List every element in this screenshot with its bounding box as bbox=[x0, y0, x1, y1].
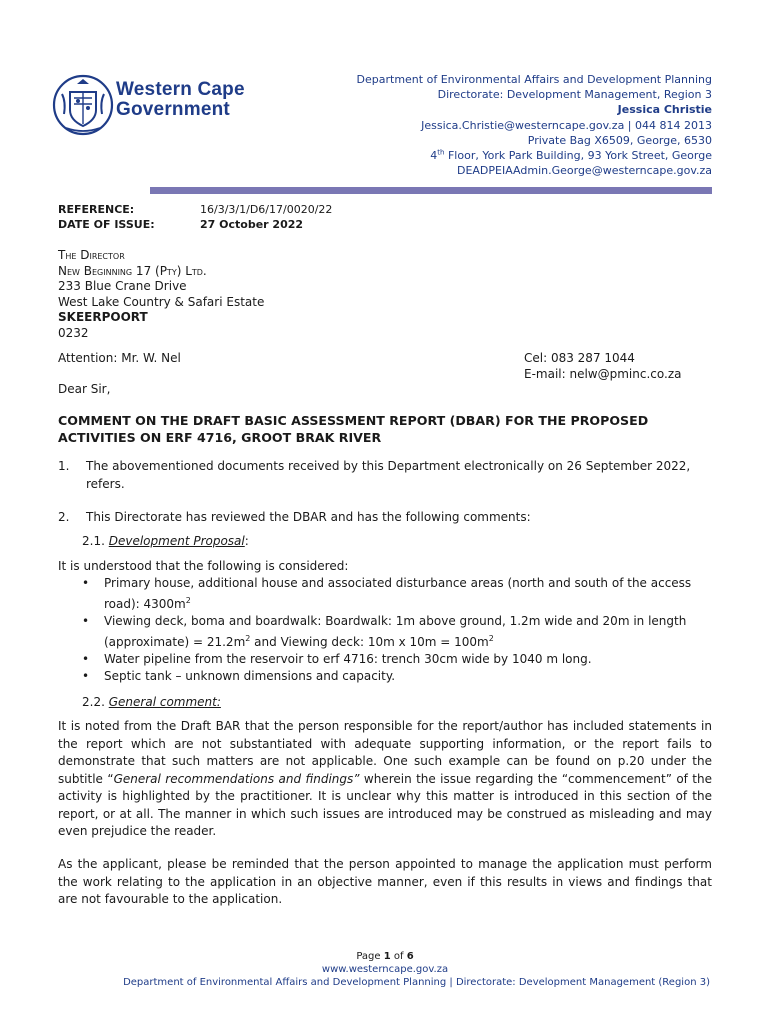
contact-cel: Cel: 083 287 1044 bbox=[524, 351, 635, 365]
subject-heading: COMMENT ON THE DRAFT BASIC ASSESSMENT REPORT (DBAR) FOR THE PROPOSED ACTIVITIES ON ERF 4716, GROOT BRAK RIVER bbox=[58, 413, 649, 445]
contact-email: E-mail: nelw@pminc.co.za bbox=[524, 366, 682, 381]
page-number bbox=[0, 950, 770, 963]
list-item bbox=[80, 613, 714, 651]
addressee-line-1: The Director bbox=[58, 248, 125, 262]
footer-department-line: Department of Environmental Affairs and Development Planning | Directorate: Development Management (Region 3) bbox=[123, 977, 710, 988]
floor-ordinal: th bbox=[437, 148, 445, 157]
page-of: of bbox=[390, 951, 407, 962]
addressee-line-5: SKEERPOORT bbox=[58, 310, 148, 324]
footer-website-link[interactable]: www.westerncape.gov.za bbox=[321, 964, 449, 975]
addressee-line-4: West Lake Country & Safari Estate bbox=[58, 294, 265, 309]
letterhead-contact-block bbox=[312, 72, 712, 178]
section-2-1-colon: : bbox=[244, 534, 249, 548]
page-current: 1 bbox=[383, 951, 391, 962]
logo-line-1: Western Cape bbox=[116, 79, 245, 100]
salutation: Dear Sir, bbox=[58, 382, 111, 396]
section-2-2-paragraph-2: As the applicant, please be reminded that the person appointed to manage the application must perform the work relating to the application in an objective manner, even if this results in views and findings that are not favourable to the application. bbox=[58, 857, 712, 906]
attention-line: Attention: Mr. W. Nel bbox=[58, 351, 181, 365]
admin-email: DEADPEIAAdmin.George@westerncape.gov.za bbox=[456, 164, 712, 178]
reference-value: 16/3/3/1/D6/17/0020/22 bbox=[200, 203, 333, 216]
section-2-2-paragraph-1 bbox=[58, 718, 712, 841]
contact-name: Jessica Christie bbox=[617, 103, 712, 117]
section-2-2-title: General comment: bbox=[108, 695, 221, 709]
section-2-1-heading bbox=[82, 534, 249, 548]
addressee-line-6: 0232 bbox=[58, 325, 89, 340]
street-address-rest: Floor, York Park Building, 93 York Street, George bbox=[444, 149, 712, 163]
bullet-3-text: Water pipeline from the reservoir to erf 4716: trench 30cm wide by 1040 m long. bbox=[104, 652, 592, 666]
section-2-2-p1-italic: General recommendations and findings” bbox=[113, 771, 360, 786]
header-divider bbox=[150, 187, 712, 194]
floor-number: 4 bbox=[430, 149, 438, 163]
street-address bbox=[312, 148, 712, 163]
addressee-line-3: 233 Blue Crane Drive bbox=[58, 279, 187, 293]
bullet-2-text-a: Viewing deck, boma and boardwalk: Boardwalk: 1m above ground, 1.2m wide and 20m in length (approximate) = 21.2m bbox=[104, 614, 687, 649]
section-2-2-number: 2.2. bbox=[82, 695, 105, 709]
paragraph-2-text: This Directorate has reviewed the DBAR and has the following comments: bbox=[86, 510, 531, 524]
paragraph-2 bbox=[58, 509, 712, 527]
department-name: Department of Environmental Affairs and Development Planning bbox=[356, 73, 712, 86]
bullet-1-superscript: 2 bbox=[185, 596, 191, 605]
reference-label: REFERENCE: bbox=[58, 203, 135, 216]
section-2-1-number: 2.1. bbox=[82, 534, 105, 548]
date-value: 27 October 2022 bbox=[200, 218, 304, 231]
contact-details bbox=[524, 351, 681, 382]
list-item bbox=[80, 651, 714, 668]
section-2-1-title: Development Proposal bbox=[108, 534, 245, 548]
bullet-2-superscript-1: 2 bbox=[245, 634, 251, 643]
bullet-1-text: Primary house, additional house and associated disturbance areas (north and south of the access road): 4300m bbox=[104, 576, 692, 611]
paragraph-1-number: 1. bbox=[58, 459, 70, 473]
section-2-2-p1-part-a: It is noted from the Draft BAR that the person responsible for the report/author has included statements in the report which are not substantiated with adequate supporting information, or the report fails to demonstrate that such matters are not applicable. One such example can be found on p.20 under the subtitle “ bbox=[58, 719, 712, 786]
list-item bbox=[80, 668, 714, 685]
paragraph-1-text: The abovementioned documents received by this Department electronically on 26 September 2022, refers. bbox=[86, 459, 691, 491]
bullet-4-text: Septic tank – unknown dimensions and capacity. bbox=[104, 669, 396, 683]
section-2-1-intro: It is understood that the following is considered: bbox=[58, 559, 349, 573]
page-total: 6 bbox=[406, 951, 414, 962]
paragraph-1 bbox=[58, 458, 712, 494]
addressee-block bbox=[58, 248, 264, 341]
page-prefix: Page bbox=[356, 951, 384, 962]
western-cape-coat-of-arms-logo bbox=[52, 72, 114, 138]
bullet-2-superscript-2: 2 bbox=[488, 634, 494, 643]
postal-address: Private Bag X6509, George, 6530 bbox=[527, 133, 712, 147]
proposal-bullet-list bbox=[80, 575, 714, 685]
date-label: DATE OF ISSUE: bbox=[58, 218, 155, 231]
paragraph-2-number: 2. bbox=[58, 510, 70, 524]
addressee-line-2: New Beginning 17 (Pty) Ltd. bbox=[58, 263, 207, 278]
contact-email-phone: Jessica.Christie@westerncape.gov.za | 044 814 2013 bbox=[421, 118, 712, 132]
logo-line-2: Government bbox=[116, 99, 230, 120]
section-2-2-heading bbox=[82, 695, 221, 709]
directorate-name: Directorate: Development Management, Region 3 bbox=[437, 88, 712, 102]
section-2-2-p1-part-b: wherein the issue regarding the “commencement” of the activity is highlighted by the practitioner. It is unclear why this matter is introduced in this section of the report, or at all. The manner in which such issues are introduced may be construed as misleading and may even prejudice the reader. bbox=[58, 771, 712, 838]
logo-wordmark bbox=[116, 80, 245, 120]
bullet-2-text-b: and Viewing deck: 10m x 10m = 100m bbox=[250, 635, 489, 649]
list-item bbox=[80, 575, 714, 613]
